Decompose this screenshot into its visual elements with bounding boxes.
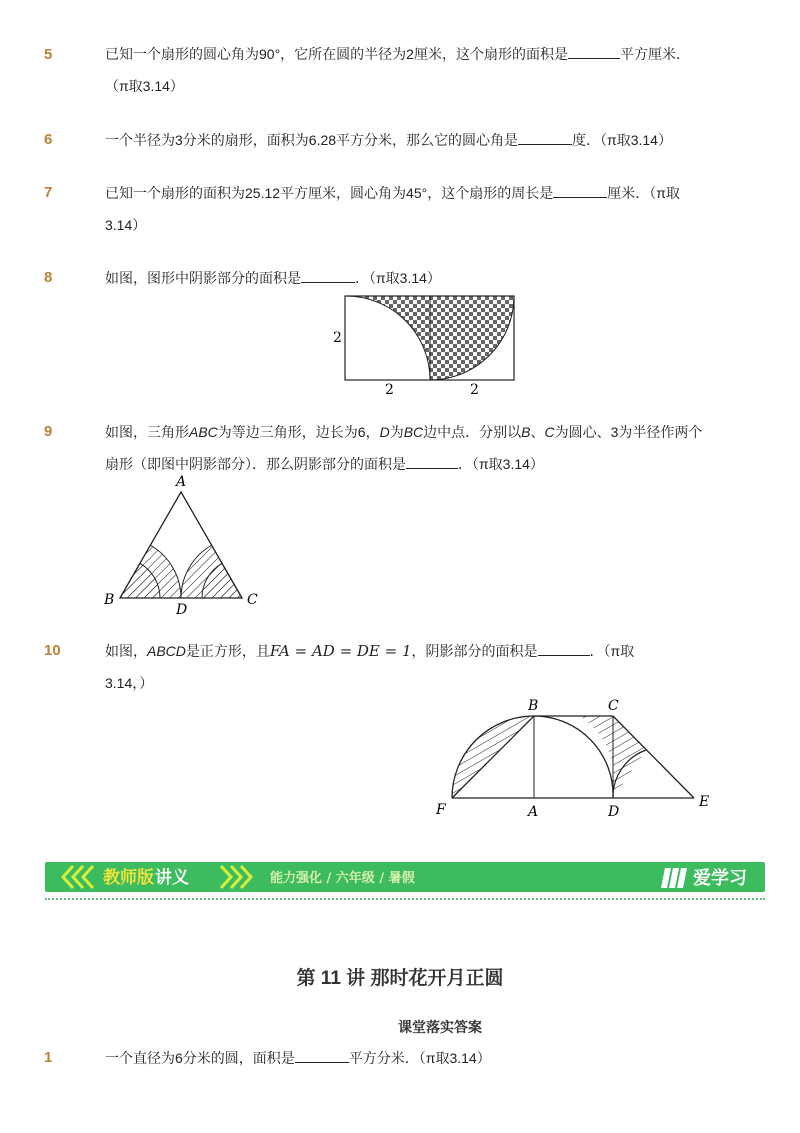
label-b: B [528,698,539,714]
answer-blank[interactable] [301,268,355,283]
header-banner [45,860,765,894]
question-text: 为圆心、3为半径作两个 [554,424,703,440]
label-c: C [247,592,258,608]
answer-number: 1 [44,1049,53,1066]
label-a: A [528,804,539,820]
question-text: ．（π取3.14） [355,270,441,286]
question-text: 为 [389,424,404,440]
question-5 [105,38,725,102]
question-number: 9 [44,423,53,440]
label-b: B [104,592,115,608]
question-number: 10 [44,642,61,659]
label-left-side: 2 [333,330,342,346]
banner-title-b: 讲义 [155,868,189,888]
question-number: 7 [44,184,53,201]
question-text: 边中点．分别以 [423,424,522,440]
answer-blank[interactable] [568,44,620,59]
label-d: D [176,602,188,618]
label-bottom-right: 2 [470,382,479,398]
question-number: 8 [44,269,53,286]
answer-blank[interactable] [553,183,607,198]
label-a: A [176,474,187,490]
label-f: F [436,802,446,818]
equation: FA = AD = DE = 1 [269,642,412,660]
question-text: 扇形（即图中阴影部分）．那么阴影部分的面积是 [105,456,406,472]
banner-breadcrumb: 能力强化 / 六年级 / 暑假 [270,871,415,886]
question-text: 平方分米．（π取3.14） [348,1050,491,1066]
shaded-lobe-right [181,545,242,598]
question-text: 平方厘米． [619,46,690,62]
question-10 [105,635,725,699]
question-text: 、 [530,424,545,440]
answer-section-title: 课堂落实答案 [398,1019,482,1035]
label-e: E [699,794,710,810]
var-b: B [521,424,531,440]
var-bc: BC [403,424,424,440]
question-text: 一个直径为6分米的圆，面积是 [105,1050,295,1066]
figure-10 [428,694,720,822]
shaded-region-left [345,296,430,380]
question-text: 3.14） [105,217,147,233]
question-text: ，阴影部分的面积是 [411,643,538,659]
shaded-lobe-left [120,545,181,598]
question-text: 已知一个扇形的圆心角为90°，它所在圆的半径为2厘米，这个扇形的面积是 [105,46,568,62]
shaded-region-right [430,296,514,380]
figure-9 [98,474,268,619]
brand-name: 爱学习 [693,868,747,889]
shaded-region-right-lower [613,716,646,798]
label-bottom-left: 2 [385,382,394,398]
question-text: 厘米．（π取 [607,185,680,201]
question-text: 已知一个扇形的面积为25.12平方厘米，圆心角为45°，这个扇形的周长是 [105,185,554,201]
question-text: ．（π取 [589,643,635,659]
banner-divider [45,898,765,900]
var-abcd: ABCD [147,643,186,659]
answer-question-1 [105,1042,725,1074]
question-7 [105,177,725,241]
answer-blank[interactable] [295,1048,349,1063]
question-text: 是正方形，且 [185,643,270,659]
question-text: ．（π取3.14） [458,456,544,472]
question-text: （π取3.14） [105,78,184,94]
question-text: 一个半径为3分米的扇形，面积为6.28平方分米，那么它的圆心角是 [105,132,519,148]
question-text: 度．（π取3.14） [572,132,672,148]
question-text: 如图，图形中阴影部分的面积是 [105,270,301,286]
question-text: 如图， [105,643,147,659]
shaded-region-right-upper [580,716,615,798]
lecture-title: 第 11 讲 那时花开月正圆 [296,968,504,989]
question-number: 6 [44,131,53,148]
question-number: 5 [44,46,53,63]
question-6 [105,124,725,156]
var-c: C [544,424,555,440]
label-d: D [608,804,620,820]
question-text: 3.14，） [105,675,154,691]
answer-blank[interactable] [406,454,458,469]
answer-blank[interactable] [538,641,590,656]
var-d: D [379,424,390,440]
brand-logo-icon [661,868,687,888]
question-text: 为等边三角形，边长为6， [217,424,380,440]
var-abc: ABC [189,424,218,440]
figure-8 [325,288,525,398]
label-c: C [608,698,619,714]
question-9 [105,416,725,480]
banner-title-a: 教师版 [103,868,154,888]
answer-blank[interactable] [518,130,572,145]
question-text: 如图，三角形 [105,424,189,440]
